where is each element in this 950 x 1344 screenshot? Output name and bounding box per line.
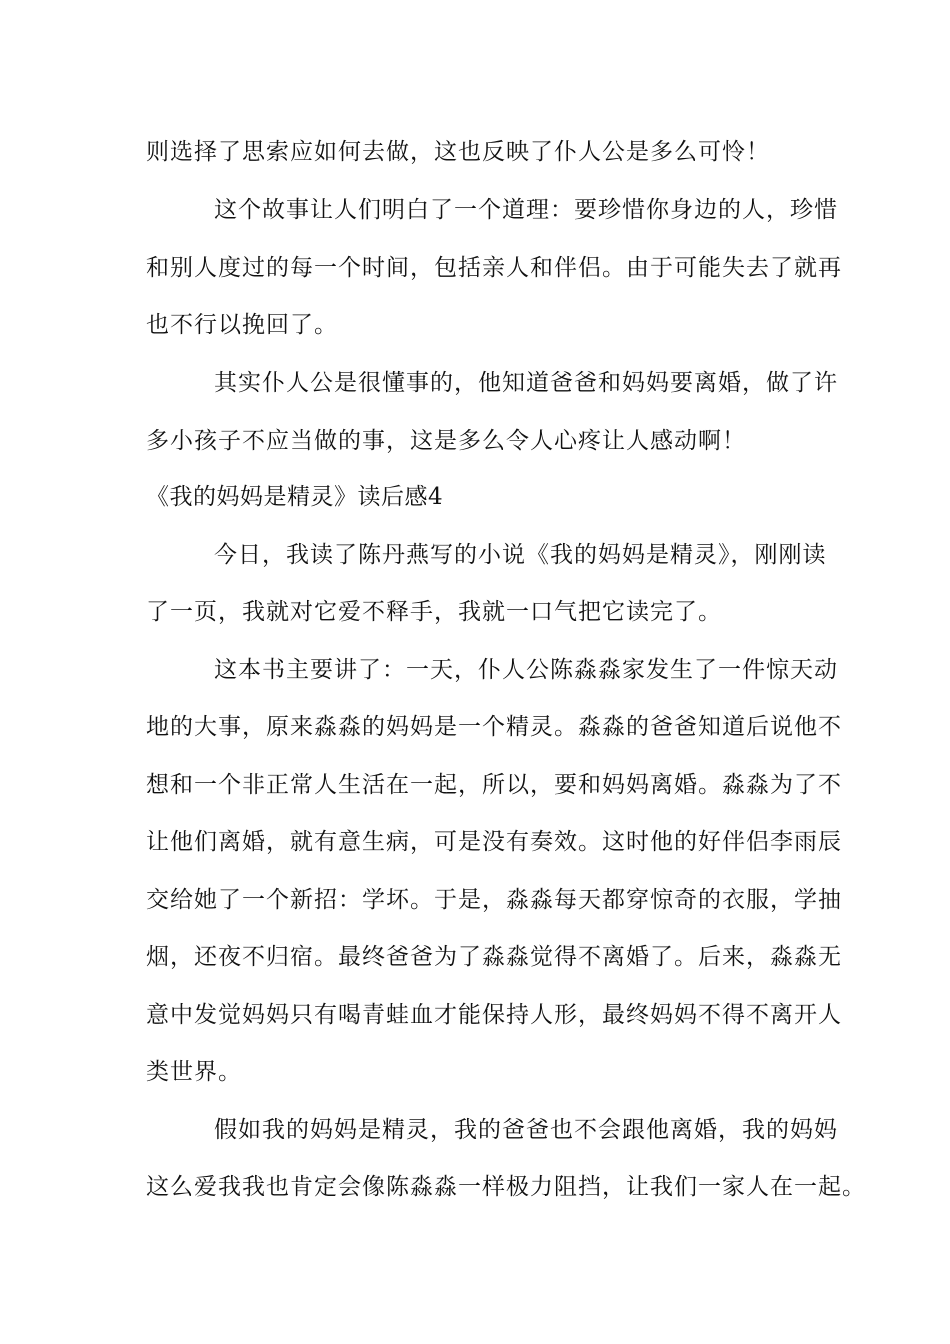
paragraph-start-line: 假如我的妈妈是精灵，我的爸爸也不会跟他离婚，我的妈妈 xyxy=(214,1117,838,1143)
text-line: 类世界。 xyxy=(146,1059,242,1085)
text-line: 也不行以挽回了。 xyxy=(146,312,338,338)
paragraph-start-line: 今日，我读了陈丹燕写的小说《我的妈妈是精灵》，刚刚读 xyxy=(214,542,827,568)
text-line: 和别人度过的每一个时间，包括亲人和伴侣。由于可能失去了就再 xyxy=(146,255,842,281)
text-line: 了一页，我就对它爱不释手，我就一口气把它读完了。 xyxy=(146,599,722,625)
text-line: 想和一个非正常人生活在一起，所以，要和妈妈离婚。淼淼为了不 xyxy=(146,772,842,798)
paragraph-start-line: 这个故事让人们明白了一个道理：要珍惜你身边的人，珍惜 xyxy=(214,197,838,223)
text-line: 这么爱我我也肯定会像陈淼淼一样极力阻挡，让我们一家人在一起。 xyxy=(146,1174,866,1200)
text-line: 交给她了一个新招：学坏。于是，淼淼每天都穿惊奇的衣服，学抽 xyxy=(146,887,842,913)
text-line: 多小孩子不应当做的事，这是多么令人心疼让人感动啊！ xyxy=(146,428,746,454)
text-line: 则选择了思索应如何去做，这也反映了仆人公是多么可怜！ xyxy=(146,139,770,165)
text-line: 烟，还夜不归宿。最终爸爸为了淼淼觉得不离婚了。后来，淼淼无 xyxy=(146,944,842,970)
text-line: 地的大事，原来淼淼的妈妈是一个精灵。淼淼的爸爸知道后说他不 xyxy=(146,714,842,740)
text-line: 让他们离婚，就有意生病，可是没有奏效。这时他的好伴侣李雨辰 xyxy=(146,829,842,855)
text-line: 意中发觉妈妈只有喝青蛙血才能保持人形，最终妈妈不得不离开人 xyxy=(146,1002,842,1028)
paragraph-start-line: 其实仆人公是很懂事的，他知道爸爸和妈妈要离婚，做了许 xyxy=(214,370,838,396)
paragraph-start-line: 这本书主要讲了：一天，仆人公陈淼淼家发生了一件惊天动 xyxy=(214,657,838,683)
section-heading: 《我的妈妈是精灵》读后感4 xyxy=(146,484,444,510)
